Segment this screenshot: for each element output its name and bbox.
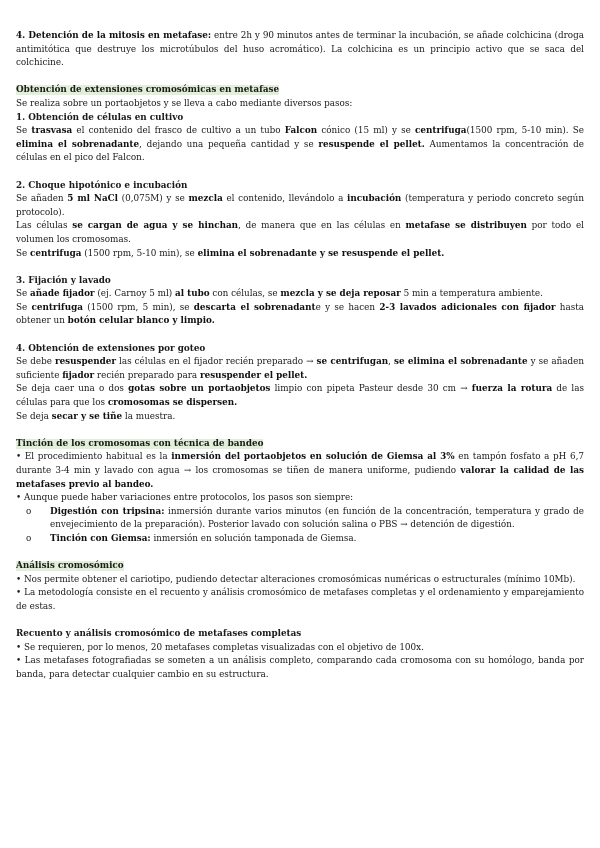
section-heading: Recuento y análisis cromosómico de metafases completas	[16, 629, 302, 640]
bold-run: resuspender el pellet.	[199, 370, 308, 381]
bold-run: elimina el sobrenadante y se resuspende el pellet.	[197, 248, 445, 259]
bold-run: botón celular blanco y limpio.	[67, 316, 215, 327]
body-text: Se realiza sobre un portaobjetos y se lleva a cabo mediante diversos pasos:	[16, 98, 353, 109]
bold-run: se centrifugan	[316, 357, 389, 368]
text-run: con células, se	[209, 289, 281, 300]
bold-run: metafase se distribuyen	[405, 221, 527, 232]
body-text	[16, 220, 584, 247]
text-run: el contenido del frasco de cultivo a un tubo	[72, 126, 285, 137]
bold-run: valorar la calidad de las metafases previo al bandeo.	[16, 466, 584, 490]
text-run: Se	[16, 248, 31, 259]
step-heading: 2. Choque hipotónico e incubación	[16, 180, 188, 191]
body-text: entre 2h y 90 minutos antes de terminar la incubación, se añade colchicina (droga antimitótica que destruye los microtúbulos del huso acromático). La colchicina es un principio activo que se saca del colchicine.	[16, 31, 584, 69]
text-run: recién preparado para	[94, 370, 200, 381]
bold-run: Tinción con Giemsa:	[50, 533, 151, 544]
bold-run: se cargan de agua y se hinchan	[72, 221, 239, 232]
text-run: ,	[388, 357, 394, 368]
bold-run: añade fijador	[30, 289, 95, 300]
text-run: Se	[16, 126, 32, 137]
sub-bullet-marker: o	[26, 506, 32, 517]
text-run: (1500 rpm, 5-10 min). Se	[466, 126, 585, 137]
bullet-item	[16, 451, 584, 492]
text-run: Se	[16, 302, 32, 313]
text-run: hasta obtener un	[16, 302, 584, 327]
text-run: (temperatura y periodo concreto según protocolo).	[16, 194, 584, 218]
bullet-item: • Aunque puede haber variaciones entre protocolos, los pasos son siempre:	[16, 493, 354, 504]
mitosis-paragraph	[16, 30, 584, 71]
text-run: (ej. Carnoy 5 ml)	[94, 289, 176, 300]
bold-run: Digestión con tripsina:	[50, 506, 165, 517]
bold-run: resuspende el pellet.	[318, 139, 425, 150]
body-text	[16, 356, 584, 383]
bold-run: mezcla	[188, 194, 223, 205]
bold-run: gotas sobre un portaobjetos	[128, 384, 271, 395]
text-run: Se debe	[16, 357, 55, 368]
step-heading: 4. Obtención de extensiones por goteo	[16, 343, 206, 354]
text-run: , de manera que en las células en	[238, 221, 406, 232]
text-run: las células en el fijador recién preparado →	[116, 357, 317, 368]
bold-run: al tubo	[175, 289, 210, 300]
bold-run: Falcon	[284, 126, 318, 137]
text-run: (0,075M) y se	[118, 194, 189, 205]
section-heading: 4. Detención de la mitosis en metafase:	[16, 31, 212, 41]
bold-run: trasvasa	[31, 126, 73, 137]
text-run: 5 min a temperatura ambiente.	[400, 289, 543, 300]
text-run: • El procedimiento habitual es la	[16, 452, 172, 463]
text-run: Las células	[16, 221, 73, 232]
sub-bullet-item	[16, 533, 584, 547]
bold-run: incubación	[347, 194, 402, 205]
text-run: (1500 rpm, 5 min), se	[82, 302, 194, 313]
bold-run: fuerza la rotura	[471, 384, 553, 395]
step-heading: 3. Fijación y lavado	[16, 275, 111, 286]
body-text	[16, 302, 584, 329]
text-run: en tampón fosfato a pH 6,7 durante 3-4 min y lavado con agua → los cromosomas se tiñen de manera uniforme, pudiendo	[16, 452, 584, 476]
step-heading: 1. Obtención de células en cultivo	[16, 112, 184, 123]
bold-run: 2-3 lavados adicionales con fijador	[379, 302, 556, 313]
bold-run: secar y se tiñe	[51, 411, 123, 422]
body-text	[16, 125, 584, 166]
bold-run: se elimina el sobrenadante	[394, 357, 528, 368]
section-heading: Obtención de extensiones cromosómicas en metafase	[16, 85, 280, 96]
sub-bullet-marker: o	[26, 533, 32, 544]
section-heading: Tinción de los cromosomas con técnica de bandeo	[16, 438, 264, 449]
text-run: el contenido, llevándolo a	[222, 194, 348, 205]
body-text	[16, 411, 584, 425]
sub-bullet-item	[16, 506, 584, 533]
text-run: (1500 rpm, 5-10 min), se	[81, 248, 198, 259]
bold-run: inmersión del portaobjetos en solución de Giemsa al 3%	[171, 452, 455, 463]
text-run: la muestra.	[122, 411, 176, 422]
bold-run: centrifuga	[31, 302, 83, 313]
bold-run: elimina el sobrenadante	[16, 139, 140, 150]
bold-run: fijador	[62, 370, 95, 381]
text-run: por todo el volumen los cromosomas.	[16, 221, 584, 245]
text-run: inmersión durante varios minutos (en función de la concentración, temperatura y grado de envejecimiento de la preparación). Posterior lavado con solución salina o PBS → detención de digestión.	[50, 506, 584, 531]
text-run: limpio con pipeta Pasteur desde 30 cm →	[270, 384, 472, 395]
section-heading: Análisis cromosómico	[16, 561, 124, 572]
text-run: cónico (15 ml) y se	[317, 126, 416, 137]
bullet-item: • Se requieren, por lo menos, 20 metafases completas visualizadas con el objetivo de 100x.	[16, 642, 424, 653]
bold-run: mezcla y se deja reposar	[280, 289, 401, 300]
bold-run: centrifuga	[30, 248, 82, 259]
text-run: , dejando una pequeña cantidad y se	[139, 139, 319, 150]
bullet-item: • La metodología consiste en el recuento y análisis cromosómico de metafases completas y el ordenamiento y emparejamiento de estas.	[16, 588, 584, 612]
bold-run: descarta el sobrenadant	[193, 302, 316, 313]
text-run: inmersión en solución tamponada de Giemsa.	[150, 533, 357, 544]
text-run: y se añaden suficiente	[16, 357, 584, 381]
body-text	[16, 248, 584, 262]
bullet-item: • Las metafases fotografiadas se someten a un análisis completo, comparando cada cromosoma con su homólogo, banda por banda, para detectar cualquier cambio en su estructura.	[16, 656, 584, 680]
body-text	[16, 288, 584, 302]
body-text	[16, 383, 584, 410]
text-run: Se deja	[16, 411, 52, 422]
text-run: e y se hacen	[315, 302, 380, 313]
bullet-item: • Nos permite obtener el cariotipo, pudiendo detectar alteraciones cromosómicas numéricas o estructurales (mínimo 10Mb).	[16, 574, 576, 585]
text-run: de las células para que los	[16, 384, 585, 409]
body-text	[16, 193, 584, 220]
text-run: Aumentamos la concentración de células en el pico del Falcon.	[16, 139, 584, 164]
bold-run: 5 ml NaCl	[67, 194, 118, 205]
text-run: Se deja caer una o dos	[16, 384, 129, 395]
bold-run: cromosomas se dispersen.	[107, 398, 238, 409]
bold-run: centrifuga	[415, 126, 467, 137]
bold-run: resuspender	[54, 357, 117, 368]
text-run: Se	[16, 289, 31, 300]
text-run: Se añaden	[16, 194, 68, 205]
